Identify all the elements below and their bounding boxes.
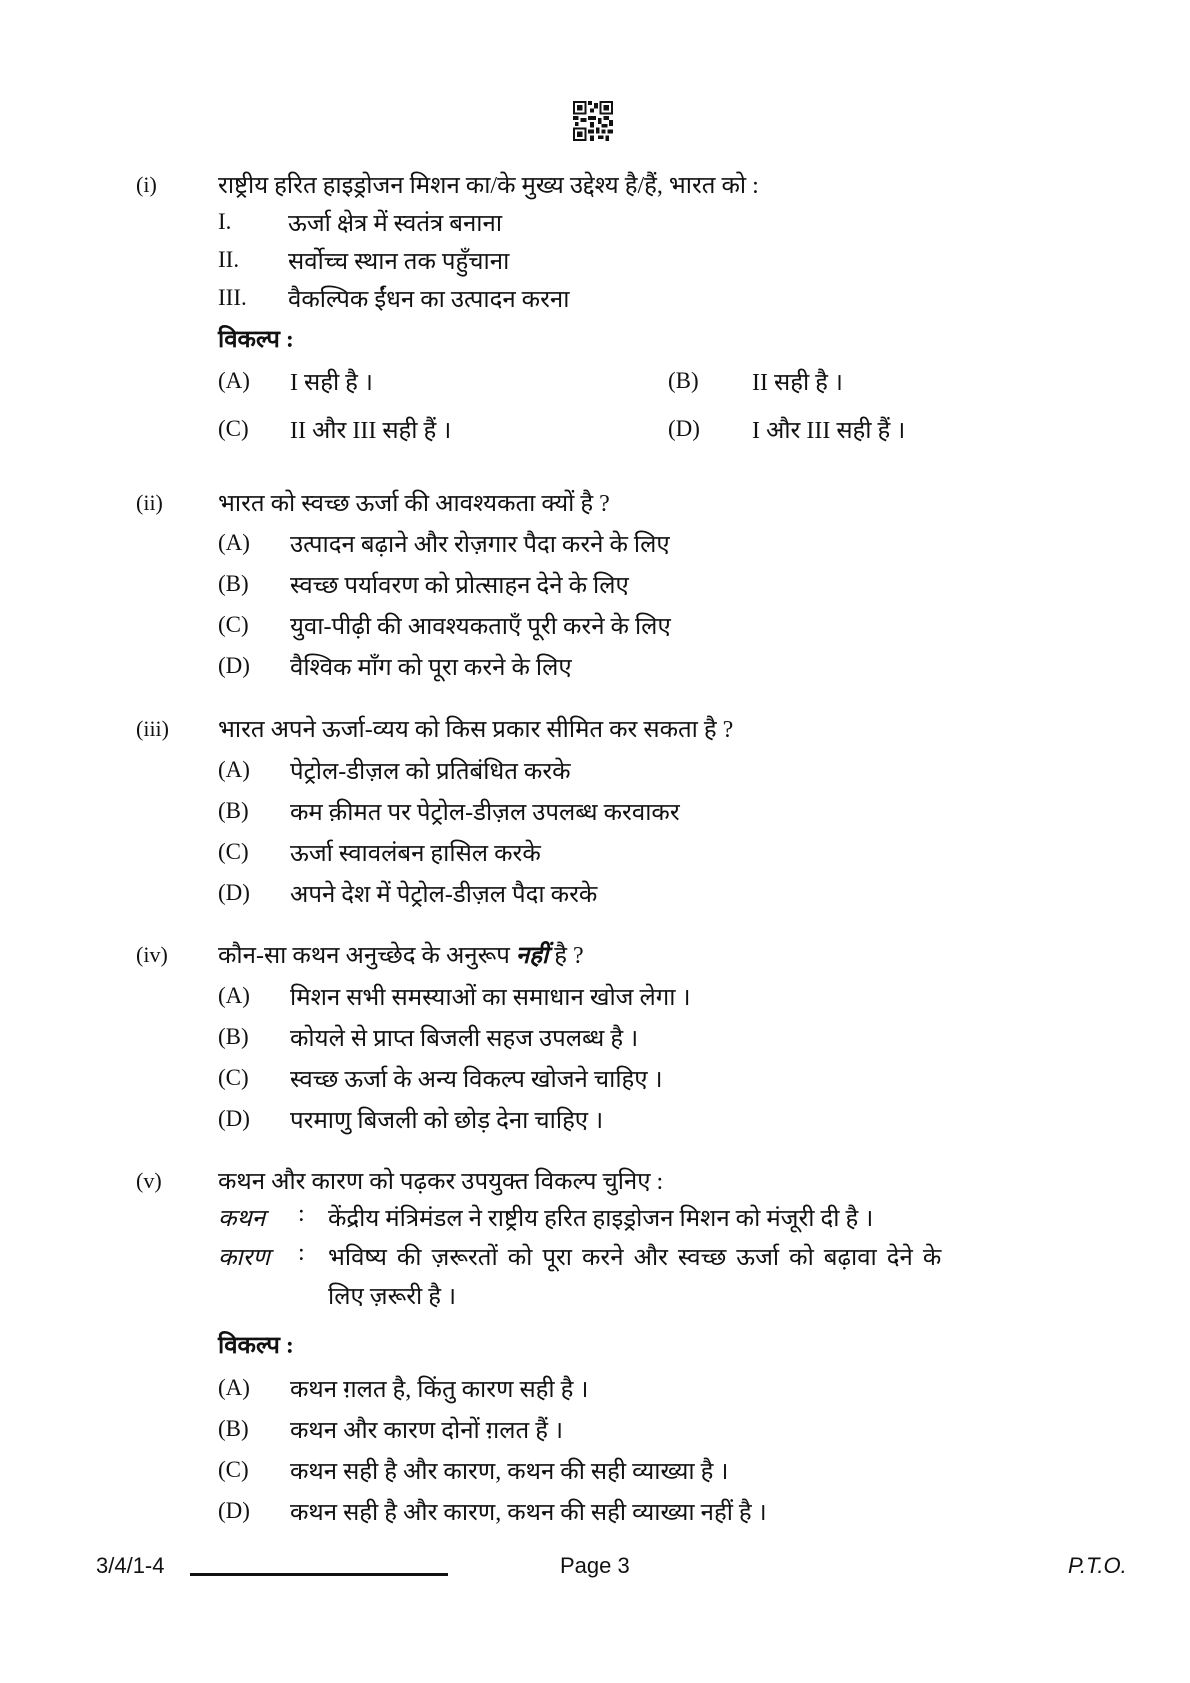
statement-label: III. (218, 285, 247, 310)
footer-divider (190, 1573, 448, 1576)
options-heading: विकल्प : (218, 327, 294, 353)
option-text: कथन और कारण दोनों ग़लत हैं । (290, 1418, 564, 1444)
option-label: (B) (218, 571, 249, 596)
reason-text-line1: भविष्य की ज़रूरतों को पूरा करने और स्वच्छ ऊर्जा को बढ़ावा देने के (328, 1245, 942, 1271)
question-number: (iii) (136, 716, 169, 741)
options-heading: विकल्प : (218, 1333, 294, 1359)
question-text (218, 938, 584, 971)
question-text: कथन और कारण को पढ़कर उपयुक्त विकल्प चुनिए : (218, 1169, 664, 1195)
question-text-after: है ? (554, 943, 584, 969)
option-text: वैश्विक माँग को पूरा करने के लिए (290, 655, 572, 681)
option-label: (D) (218, 1498, 250, 1523)
question-text: राष्ट्रीय हरित हाइड्रोजन मिशन का/के मुख्य उद्देश्य है/हैं, भारत को : (218, 173, 759, 199)
option-text: I और III सही हैं । (752, 418, 906, 444)
question-number: (iv) (136, 942, 168, 967)
option-text: स्वच्छ पर्यावरण को प्रोत्साहन देने के लिए (290, 573, 629, 599)
option-label: (B) (668, 368, 699, 393)
option-label: (D) (218, 880, 250, 905)
question-number: (i) (136, 172, 157, 197)
option-label: (B) (218, 1024, 249, 1049)
option-label: (D) (218, 1106, 250, 1131)
question-text: भारत अपने ऊर्जा-व्यय को किस प्रकार सीमित कर सकता है ? (218, 717, 734, 743)
option-text: ऊर्जा स्वावलंबन हासिल करके (290, 841, 541, 867)
statement-text: ऊर्जा क्षेत्र में स्वतंत्र बनाना (288, 211, 503, 237)
option-label: (A) (218, 757, 250, 782)
pto-label: P.T.O. (1068, 1553, 1127, 1578)
option-label: (D) (218, 653, 250, 678)
option-text: कोयले से प्राप्त बिजली सहज उपलब्ध है । (290, 1026, 639, 1052)
statement-label: I. (218, 209, 232, 234)
assertion-label: कथन (218, 1206, 266, 1232)
option-text: कम क़ीमत पर पेट्रोल-डीज़ल उपलब्ध करवाकर (290, 800, 680, 826)
question-text-before: कौन-सा कथन अनुच्छेद के अनुरूप (218, 943, 510, 969)
paper-code: 3/4/1-4 (96, 1553, 165, 1578)
option-label: (C) (218, 839, 249, 864)
option-text: कथन सही है और कारण, कथन की सही व्याख्या है । (290, 1459, 729, 1485)
question-text: भारत को स्वच्छ ऊर्जा की आवश्यकता क्यों है ? (218, 491, 610, 517)
option-label: (C) (218, 416, 249, 441)
option-text: मिशन सभी समस्याओं का समाधान खोज लेगा । (290, 985, 691, 1011)
option-text: कथन ग़लत है, किंतु कारण सही है । (290, 1377, 589, 1403)
option-label: (C) (218, 1457, 249, 1482)
option-text: युवा-पीढ़ी की आवश्यकताएँ पूरी करने के लिए (290, 614, 671, 640)
option-label: (A) (218, 983, 250, 1008)
question-text-emphasis: नहीं (515, 943, 549, 969)
option-text: उत्पादन बढ़ाने और रोज़गार पैदा करने के लिए (290, 532, 670, 558)
option-text: II सही है । (752, 370, 844, 396)
statement-text: वैकल्पिक ईंधन का उत्पादन करना (288, 287, 570, 313)
page-number: Page 3 (560, 1553, 630, 1578)
reason-label: कारण (218, 1245, 270, 1271)
qr-code-icon (573, 100, 613, 142)
option-text: परमाणु बिजली को छोड़ देना चाहिए । (290, 1108, 604, 1134)
option-label: (A) (218, 368, 250, 393)
option-text: कथन सही है और कारण, कथन की सही व्याख्या नहीं है । (290, 1500, 767, 1526)
option-label: (D) (668, 416, 700, 441)
option-text: I सही है । (290, 370, 374, 396)
reason-colon: : (298, 1240, 305, 1266)
option-label: (A) (218, 530, 250, 555)
option-label: (C) (218, 1065, 249, 1090)
assertion-text: केंद्रीय मंत्रिमंडल ने राष्ट्रीय हरित हाइड्रोजन मिशन को मंजूरी दी है । (328, 1206, 874, 1232)
option-label: (A) (218, 1375, 250, 1400)
option-text: अपने देश में पेट्रोल-डीज़ल पैदा करके (290, 882, 598, 908)
option-label: (B) (218, 1416, 249, 1441)
option-text: स्वच्छ ऊर्जा के अन्य विकल्प खोजने चाहिए । (290, 1067, 663, 1093)
question-number: (ii) (136, 490, 163, 515)
assertion-colon: : (298, 1201, 305, 1227)
statement-text: सर्वोच्च स्थान तक पहुँचाना (288, 249, 510, 275)
question-number: (v) (136, 1168, 162, 1193)
option-label: (C) (218, 612, 249, 637)
reason-text-line2: लिए ज़रूरी है । (328, 1284, 457, 1310)
statement-label: II. (218, 247, 240, 272)
option-text: पेट्रोल-डीज़ल को प्रतिबंधित करके (290, 759, 571, 785)
option-text: II और III सही हैं । (290, 418, 452, 444)
option-label: (B) (218, 798, 249, 823)
